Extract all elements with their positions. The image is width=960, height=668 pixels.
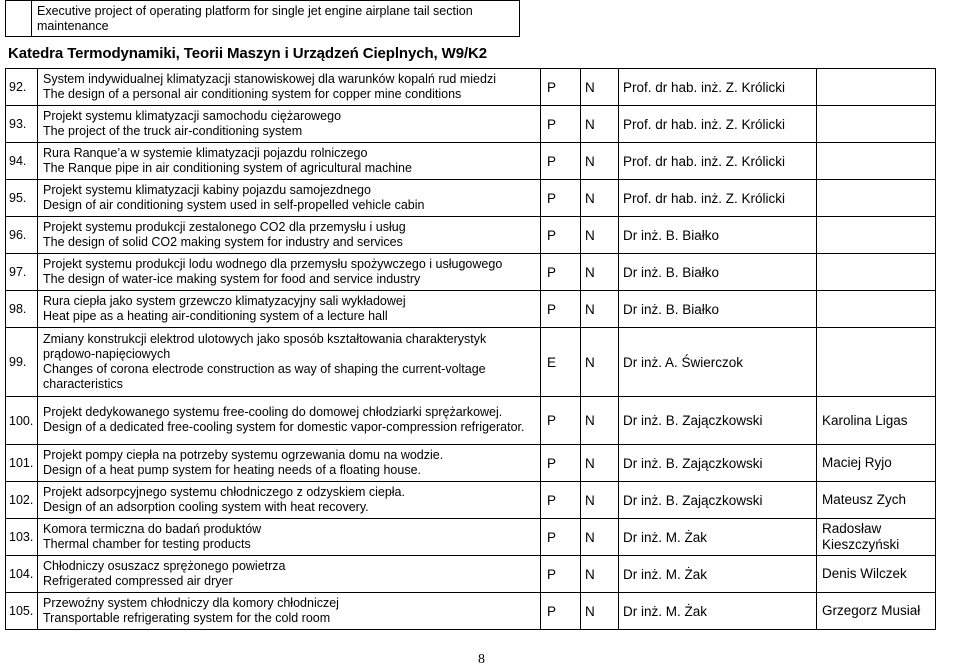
table-row xyxy=(6,593,936,630)
type-code: N xyxy=(581,445,619,482)
student: Grzegorz Musiał xyxy=(817,593,936,630)
student: Denis Wilczek xyxy=(817,556,936,593)
title-english: Changes of corona electrode construction as way of shaping the current-voltage characteristics xyxy=(43,361,486,391)
student xyxy=(817,291,936,328)
project-description-cell xyxy=(38,328,541,397)
type-code: N xyxy=(581,593,619,630)
supervisor: Dr inż. B. Zajączkowski xyxy=(619,482,817,519)
supervisor: Prof. dr hab. inż. Z. Królicki xyxy=(619,106,817,143)
row-number: 93. xyxy=(6,106,38,143)
language-code: P xyxy=(541,180,581,217)
row-number: 98. xyxy=(6,291,38,328)
project-description-cell xyxy=(38,445,541,482)
type-code: N xyxy=(581,328,619,397)
supervisor: Prof. dr hab. inż. Z. Królicki xyxy=(619,180,817,217)
supervisor: Dr inż. B. Zajączkowski xyxy=(619,445,817,482)
table-row xyxy=(6,519,936,556)
type-code: N xyxy=(581,217,619,254)
type-code: N xyxy=(581,69,619,106)
title-polish: Projekt systemu produkcji lodu wodnego dla przemysłu spożywczego i usługowego xyxy=(43,256,503,271)
table-row xyxy=(6,397,936,445)
supervisor: Dr inż. B. Białko xyxy=(619,217,817,254)
projects-table-body xyxy=(6,69,936,630)
row-number: 105. xyxy=(6,593,38,630)
table-row xyxy=(6,328,936,397)
student xyxy=(817,328,936,397)
project-description-cell xyxy=(38,217,541,254)
projects-table xyxy=(5,68,936,630)
title-polish: Projekt dedykowanego systemu free-cooling do domowej chłodziarki sprężarkowej. xyxy=(43,405,503,419)
language-code: P xyxy=(541,143,581,180)
type-code: N xyxy=(581,556,619,593)
language-code: P xyxy=(541,556,581,593)
supervisor: Dr inż. A. Świerczok xyxy=(619,328,817,397)
title-english: The Ranque pipe in air conditioning system of agricultural machine xyxy=(43,160,412,175)
table-row xyxy=(6,254,936,291)
language-code: P xyxy=(541,254,581,291)
row-number: 92. xyxy=(6,69,38,106)
language-code: E xyxy=(541,328,581,397)
student xyxy=(817,143,936,180)
row-number: 94. xyxy=(6,143,38,180)
type-code: N xyxy=(581,291,619,328)
title-polish: Projekt adsorpcyjnego systemu chłodniczego z odzyskiem ciepła. xyxy=(43,484,405,499)
supervisor: Dr inż. M. Żak xyxy=(619,519,817,556)
student xyxy=(817,254,936,291)
table-row xyxy=(6,143,936,180)
title-english: The design of solid CO2 making system for industry and services xyxy=(43,234,403,249)
table-row xyxy=(6,217,936,254)
table-row xyxy=(6,445,936,482)
title-english: Design of air conditioning system used in self-propelled vehicle cabin xyxy=(43,197,425,212)
language-code: P xyxy=(541,217,581,254)
type-code: N xyxy=(581,106,619,143)
title-polish: Projekt systemu produkcji zestalonego CO2 dla przemysłu i usług xyxy=(43,219,406,234)
language-code: P xyxy=(541,69,581,106)
type-code: N xyxy=(581,519,619,556)
project-description-cell xyxy=(38,254,541,291)
title-polish: System indywidualnej klimatyzacji stanowiskowej dla warunków kopalń rud miedzi xyxy=(43,71,496,86)
supervisor: Prof. dr hab. inż. Z. Królicki xyxy=(619,143,817,180)
row-number: 104. xyxy=(6,556,38,593)
student xyxy=(817,69,936,106)
row-number: 99. xyxy=(6,328,38,397)
language-code: P xyxy=(541,519,581,556)
table-row xyxy=(6,556,936,593)
title-polish: Rura ciepła jako system grzewczo klimatyzacyjny sali wykładowej xyxy=(43,293,406,308)
title-polish: Rura Ranque’a w systemie klimatyzacji pojazdu rolniczego xyxy=(43,145,368,160)
project-description-cell xyxy=(38,291,541,328)
student xyxy=(817,106,936,143)
supervisor: Dr inż. M. Żak xyxy=(619,556,817,593)
table-row xyxy=(6,180,936,217)
title-english: The design of water-ice making system for food and service industry xyxy=(43,271,421,286)
title-polish: Projekt pompy ciepła na potrzeby systemu ogrzewania domu na wodzie. xyxy=(43,447,444,462)
table-row xyxy=(6,482,936,519)
supervisor: Prof. dr hab. inż. Z. Królicki xyxy=(619,69,817,106)
project-description-cell xyxy=(38,143,541,180)
row-number: 96. xyxy=(6,217,38,254)
row-number: 97. xyxy=(6,254,38,291)
title-polish: Zmiany konstrukcji elektrod ulotowych jako sposób kształtowania charakterystyk prądowo-napięciowych xyxy=(43,331,487,361)
row-number: 95. xyxy=(6,180,38,217)
department-heading: Katedra Termodynamiki, Teorii Maszyn i Urządzeń Cieplnych, W9/K2 xyxy=(8,45,487,62)
title-polish: Komora termiczna do badań produktów xyxy=(43,521,262,536)
title-english: Thermal chamber for testing products xyxy=(43,536,251,551)
project-description-cell xyxy=(38,69,541,106)
row-number-cell xyxy=(6,1,32,37)
title-english: The project of the truck air-conditioning system xyxy=(43,123,303,138)
type-code: N xyxy=(581,397,619,445)
type-code: N xyxy=(581,143,619,180)
project-description-cell xyxy=(38,180,541,217)
student: Karolina Ligas xyxy=(817,397,936,445)
table-row xyxy=(6,69,936,106)
title-english: Design of an adsorption cooling system with heat recovery. xyxy=(43,499,369,514)
title-english: Transportable refrigerating system for the cold room xyxy=(43,610,331,625)
table-row xyxy=(6,291,936,328)
table-row xyxy=(6,1,520,37)
project-description-cell xyxy=(38,519,541,556)
row-number: 100. xyxy=(6,397,38,445)
project-title: Executive project of operating platform for single jet engine airplane tail section maintenance xyxy=(32,1,520,37)
language-code: P xyxy=(541,106,581,143)
row-number: 103. xyxy=(6,519,38,556)
project-description-cell xyxy=(38,397,541,445)
project-description-cell xyxy=(38,106,541,143)
project-description-cell xyxy=(38,593,541,630)
title-english: Design of a dedicated free-cooling system for domestic vapor-compression refrigerator. xyxy=(43,420,525,434)
supervisor: Dr inż. B. Białko xyxy=(619,254,817,291)
title-english: Refrigerated compressed air dryer xyxy=(43,573,233,588)
student xyxy=(817,217,936,254)
project-description-cell xyxy=(38,556,541,593)
title-polish: Projekt systemu klimatyzacji kabiny pojazdu samojezdnego xyxy=(43,182,371,197)
type-code: N xyxy=(581,180,619,217)
supervisor: Dr inż. M. Żak xyxy=(619,593,817,630)
title-english: The design of a personal air conditioning system for copper mine conditions xyxy=(43,86,462,101)
language-code: P xyxy=(541,397,581,445)
page-number: 8 xyxy=(478,652,485,667)
language-code: P xyxy=(541,445,581,482)
supervisor: Dr inż. B. Białko xyxy=(619,291,817,328)
title-polish: Chłodniczy osuszacz sprężonego powietrza xyxy=(43,558,286,573)
table-row xyxy=(6,106,936,143)
language-code: P xyxy=(541,593,581,630)
project-description-cell xyxy=(38,482,541,519)
language-code: P xyxy=(541,291,581,328)
previous-section-table xyxy=(5,0,520,37)
supervisor: Dr inż. B. Zajączkowski xyxy=(619,397,817,445)
language-code: P xyxy=(541,482,581,519)
type-code: N xyxy=(581,482,619,519)
title-polish: Projekt systemu klimatyzacji samochodu ciężarowego xyxy=(43,108,342,123)
student xyxy=(817,180,936,217)
title-english: Design of a heat pump system for heating needs of a floating house. xyxy=(43,462,422,477)
student: Radosław Kieszczyński xyxy=(817,519,936,556)
title-polish: Przewoźny system chłodniczy dla komory chłodniczej xyxy=(43,595,339,610)
row-number: 101. xyxy=(6,445,38,482)
title-english: Heat pipe as a heating air-conditioning system of a lecture hall xyxy=(43,308,388,323)
student: Mateusz Zych xyxy=(817,482,936,519)
type-code: N xyxy=(581,254,619,291)
student: Maciej Ryjo xyxy=(817,445,936,482)
row-number: 102. xyxy=(6,482,38,519)
